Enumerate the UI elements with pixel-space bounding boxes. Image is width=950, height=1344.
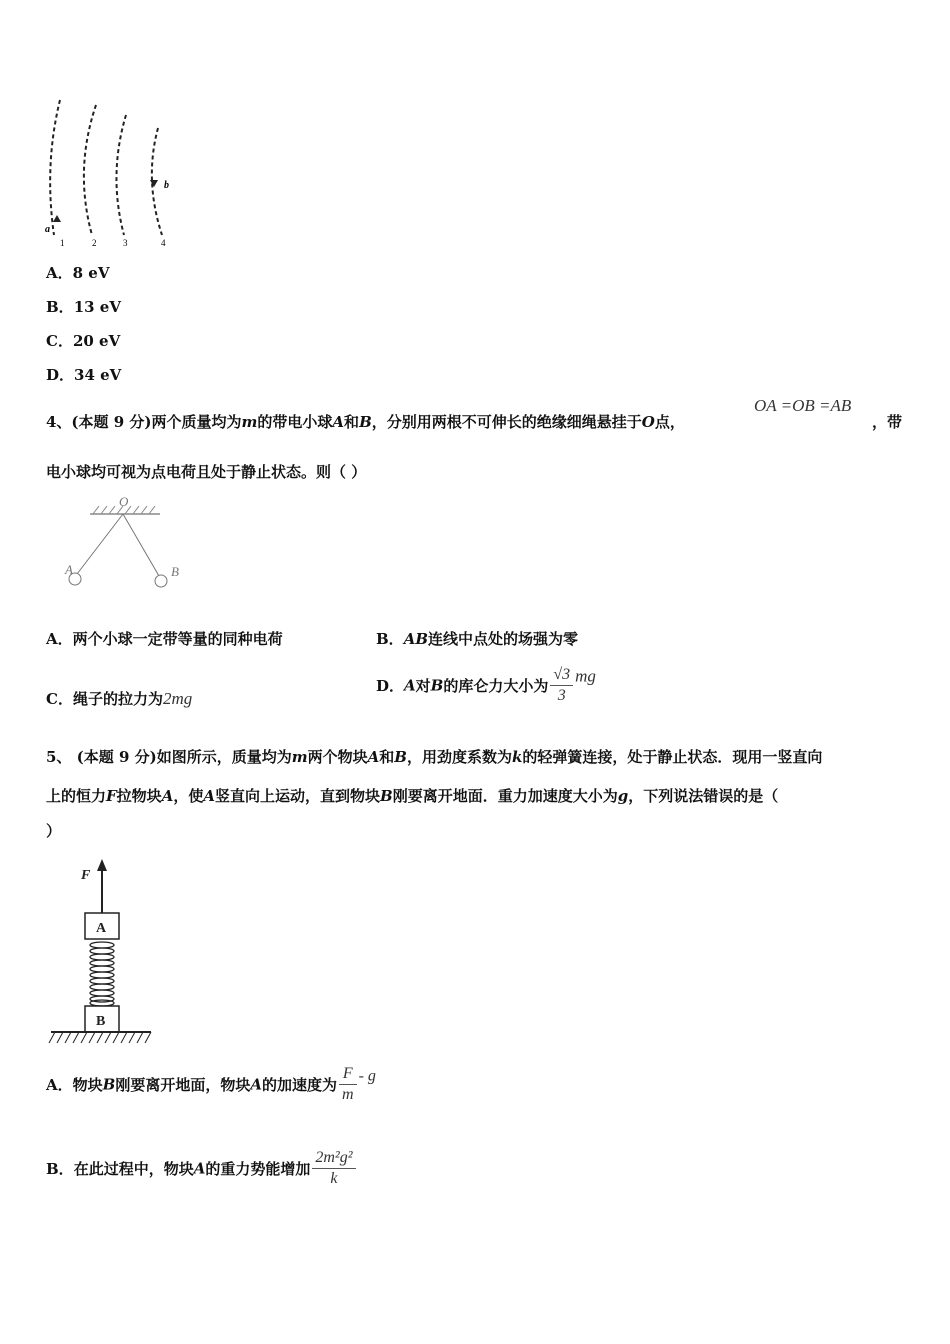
q5-spring-figure (45, 855, 160, 1050)
label-force: F (81, 868, 91, 883)
arrow-b-icon (150, 180, 158, 187)
q5-option-b[interactable]: B．在此过程中，物块A的重力势能增加 $\frac{\text{2m²g²}}{k}$ (46, 1148, 358, 1189)
arrow-up-icon (97, 859, 107, 871)
q5-option-a[interactable]: A．物块B刚要离开地面，物块A的加速度为 $\frac{F}{m}$ - g (46, 1065, 376, 1103)
q4-equation: OA =OB =AB (754, 396, 852, 415)
label-1: 1 (60, 238, 65, 248)
field-line-3 (116, 115, 126, 235)
q5-stem-line3: ） (46, 822, 62, 840)
q4-option-b[interactable]: B．AB连线中点处的场强为零 (376, 630, 579, 648)
string-ob (123, 514, 159, 576)
label-b: b (164, 180, 169, 191)
q4-stem-line2: 电小球均可视为点电荷且处于静止状态。则（ ） (46, 463, 367, 481)
q4-option-d[interactable]: D．A对B的库仑力大小为 $\frac{√3}{3}$ mg (376, 666, 596, 704)
label-3: 3 (123, 238, 128, 248)
label-a: A (65, 562, 73, 577)
q4-pendulum-figure (55, 492, 195, 612)
label-2: 2 (92, 238, 97, 248)
label-4: 4 (161, 238, 166, 248)
q5-stem-line2: 上的恒力F拉物块A，使A竖直向上运动，直到物块B刚要离开地面．重力加速度大小为g，下列说法错误的是（ (46, 787, 779, 805)
block-a-label: A (96, 921, 107, 936)
q4-option-d-fraction: $\frac{√3}{3}$ (550, 665, 573, 706)
q4-stem-line1: 4、(本题 9 分)两个质量均为m的带电小球A和B，分别用两根不可伸长的绝缘细绳悬挂于O点， (46, 413, 685, 431)
q3-option-c[interactable]: C．20 eV (46, 332, 121, 350)
q3-option-d[interactable]: D．34 eV (46, 366, 122, 384)
q5-option-b-fraction: $\frac{\text{2m²g²}}{k}$ (312, 1148, 355, 1189)
label-b: B (171, 564, 179, 579)
field-line-2 (84, 105, 96, 235)
q4-stem-line1-end: ，带 (872, 413, 903, 431)
string-oa (77, 514, 123, 574)
q5-option-a-fraction: $\frac{F}{m}$ (339, 1064, 357, 1105)
q4-option-c[interactable]: C．绳子的拉力为2mg (46, 689, 193, 708)
field-line-1 (50, 100, 60, 235)
q3-option-a[interactable]: A．8 eV (46, 264, 110, 282)
ball-b (155, 575, 167, 587)
q3-option-b[interactable]: B．13 eV (46, 298, 121, 316)
q4-option-c-math: 2mg (162, 689, 193, 708)
block-b-label: B (96, 1014, 106, 1029)
arrow-a-icon (53, 215, 61, 222)
field-lines-figure (40, 95, 190, 255)
label-o: O (119, 494, 129, 509)
q4-option-a[interactable]: A．两个小球一定带等量的同种电荷 (46, 630, 283, 648)
label-a: a (45, 224, 50, 235)
q5-stem-line1: 5、 (本题 9 分)如图所示，质量均为m两个物块A和B，用劲度系数为k的轻弹簧连接，处于静止状态．现用一竖直向 (46, 748, 823, 766)
spring (90, 942, 114, 1006)
